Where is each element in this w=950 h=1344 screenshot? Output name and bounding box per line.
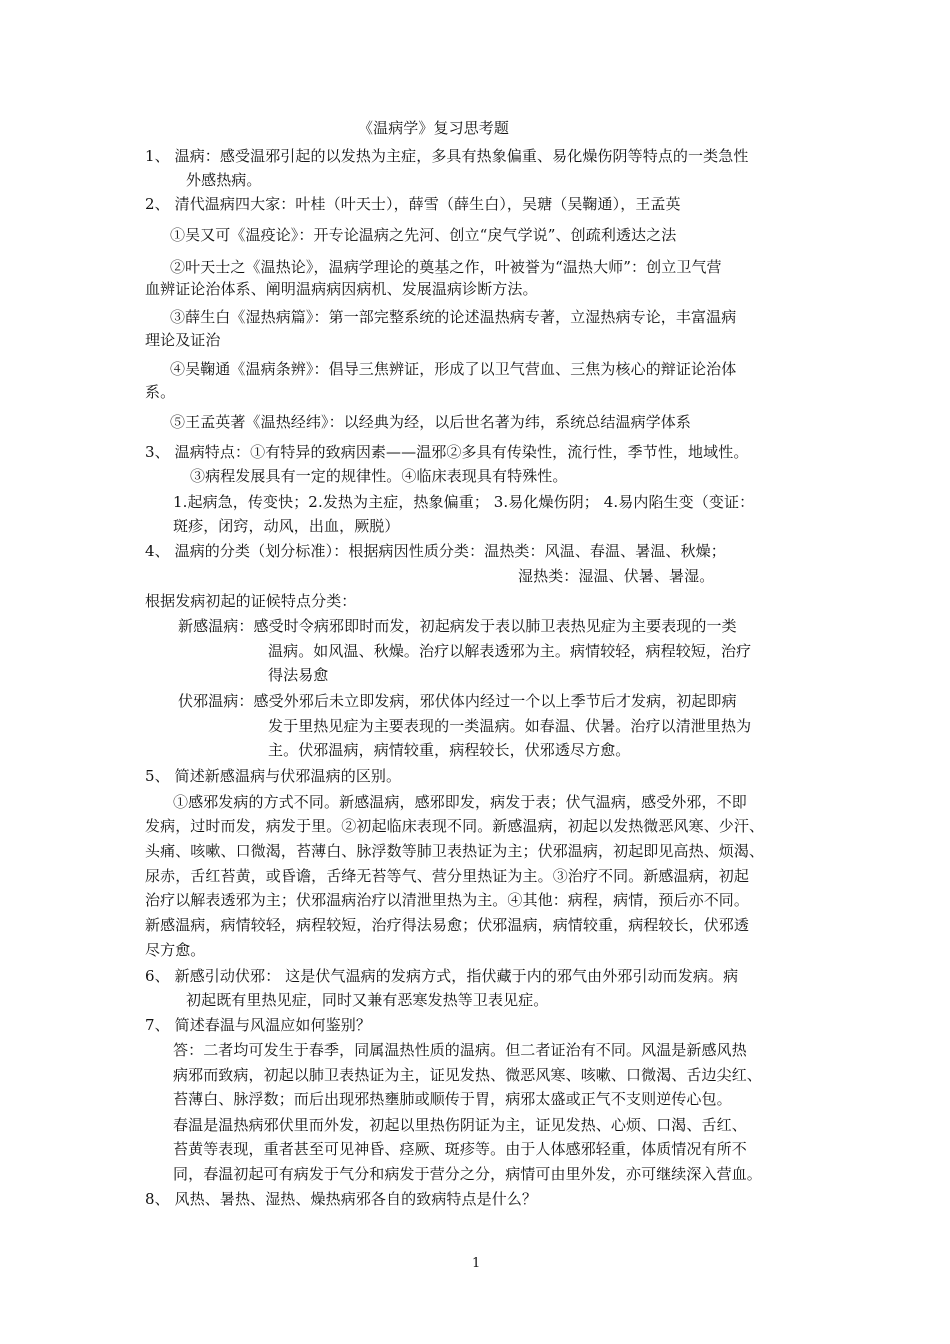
q7-answer-line-1: 答：二者均可发生于春季，同属温热性质的温病。但二者证治有不同。风温是新感风热 (173, 1041, 747, 1059)
page-title: 《温病学》复习思考题 (358, 119, 510, 137)
q3-line-3: 1.起病急，传变快；2.发热为主症，热象偏重； 3.易化燥伤阴； 4.易内陷生变（变证： (173, 493, 755, 511)
q4-xingan-line-2: 温病。如风温、秋燥。治疗以解表透邪为主。病情较轻，病程较短，治疗 (268, 642, 752, 660)
q1-line-1: 1、 温病：感受温邪引起的以发热为主症，多具有热象偏重、易化燥伤阴等特点的一类急性 (145, 147, 749, 165)
q3-line-1: 3、 温病特点：①有特异的致病因素——温邪②多具有传染性，流行性，季节性，地域性。 (145, 443, 749, 461)
q2-item-1: ①吴又可《温疫论》：开专论温病之先河、创立“戾气学说”、创疏利透达之法 (170, 226, 677, 244)
q5-line-1: ①感邪发病的方式不同。新感温病，感邪即发，病发于表；伏气温病，感受外邪，不即 (173, 793, 747, 811)
q4-xingan-line-1: 新感温病：感受时令病邪即时而发，初起病发于表以肺卫表热见症为主要表现的一类 (178, 617, 737, 635)
q3-line-2: ③病程发展具有一定的规律性。④临床表现具有特殊性。 (190, 467, 568, 485)
q7-answer-line-2: 病邪而致病，初起以肺卫表热证为主，证见发热、微恶风寒、咳嗽、口微渴、舌边尖红、 (173, 1066, 762, 1084)
q4-line-1: 4、 温病的分类（划分标准）：根据病因性质分类：温热类：风温、春温、暑温、秋燥； (145, 542, 726, 560)
q5-line-7: 尽方愈。 (145, 941, 206, 959)
q2-item-3-line-2: 理论及证治 (145, 331, 221, 349)
q2-item-5: ⑤王孟英著《温热经纬》：以经典为经，以后世名著为纬，系统总结温病学体系 (170, 413, 692, 431)
q6-line-1: 6、 新感引动伏邪： 这是伏气温病的发病方式，指伏藏于内的邪气由外邪引动而发病。病 (145, 967, 739, 985)
q3-line-4: 斑疹，闭窍，动风，出血，厥脱） (173, 517, 400, 535)
q2-heading: 2、 清代温病四大家：叶桂（叶天士），薛雪（薛生白），吴瑭（吴鞠通），王孟英 (145, 195, 681, 213)
q5-line-4: 尿赤，舌红苔黄，或昏谵，舌绛无苔等气、营分里热证为主。③治疗不同。新感温病，初起 (145, 867, 750, 885)
q2-item-2-line-1: ②叶天士之《温热论》，温病学理论的奠基之作，叶被誉为“温热大师”：创立卫气营 (170, 258, 722, 276)
q5-heading: 5、 简述新感温病与伏邪温病的区别。 (145, 767, 402, 785)
q5-line-6: 新感温病，病情较轻，病程较短，治疗得法易愈；伏邪温病，病情较重，病程较长，伏邪透 (145, 916, 750, 934)
q2-item-2-line-2: 血辨证论治体系、阐明温病病因病机、发展温病诊断方法。 (145, 280, 538, 298)
q5-line-2: 发病，过时而发，病发于里。②初起临床表现不同。新感温病，初起以发热微恶风寒、少汗、 (145, 817, 765, 835)
q7-chunwen-line-2: 苔黄等表现，重者甚至可见神昏、痉厥、斑疹等。由于人体感邪轻重，体质情况有所不 (173, 1140, 747, 1158)
q5-line-5: 治疗以解表透邪为主；伏邪温病治疗以清泄里热为主。④其他：病程，病情，预后亦不同。 (145, 891, 750, 909)
q7-chunwen-line-1: 春温是温热病邪伏里而外发，初起以里热伤阴证为主，证见发热、心烦、口渴、舌红、 (173, 1116, 747, 1134)
q2-item-4-line-1: ④吴鞠通《温病条辨》：倡导三焦辨证，形成了以卫气营血、三焦为核心的辩证论治体 (170, 360, 737, 378)
q4-fuxie-line-2: 发于里热见症为主要表现的一类温病。如春温、伏暑。治疗以清泄里热为 (268, 717, 752, 735)
q8-heading: 8、 风热、暑热、湿热、燥热病邪各自的致病特点是什么？ (145, 1190, 538, 1208)
q1-line-2: 外感热病。 (186, 171, 262, 189)
q4-fuxie-line-3: 主。伏邪温病，病情较重，病程较长，伏邪透尽方愈。 (268, 741, 631, 759)
q6-line-2: 初起既有里热见症，同时又兼有恶寒发热等卫表见症。 (186, 991, 549, 1009)
q7-answer-line-3: 苔薄白、脉浮数；而后出现邪热壅肺或顺传于胃，病邪太盛或正气不支则逆传心包。 (173, 1090, 732, 1108)
q4-fuxie-line-1: 伏邪温病：感受外邪后未立即发病，邪伏体内经过一个以上季节后才发病，初起即病 (178, 692, 737, 710)
page-number: 1 (472, 1256, 481, 1271)
q2-item-3-line-1: ③薛生白《湿热病篇》：第一部完整系统的论述温热病专著，立湿热病专论，丰富温病 (170, 308, 737, 326)
q4-xingan-line-3: 得法易愈 (268, 666, 329, 684)
q5-line-3: 头痛、咳嗽、口微渴，苔薄白、脉浮数等肺卫表热证为主；伏邪温病，初起即见高热、烦渴、 (145, 842, 765, 860)
q4-line-3: 根据发病初起的证候特点分类： (145, 592, 357, 610)
q7-heading: 7、 简述春温与风温应如何鉴别？ (145, 1016, 371, 1034)
q7-chunwen-line-3: 同，春温初起可有病发于气分和病发于营分之分，病情可由里外发，亦可继续深入营血。 (173, 1165, 762, 1183)
q2-item-4-line-2: 系。 (145, 383, 176, 401)
q4-line-2: 湿热类：湿温、伏暑、暑湿。 (518, 567, 715, 585)
